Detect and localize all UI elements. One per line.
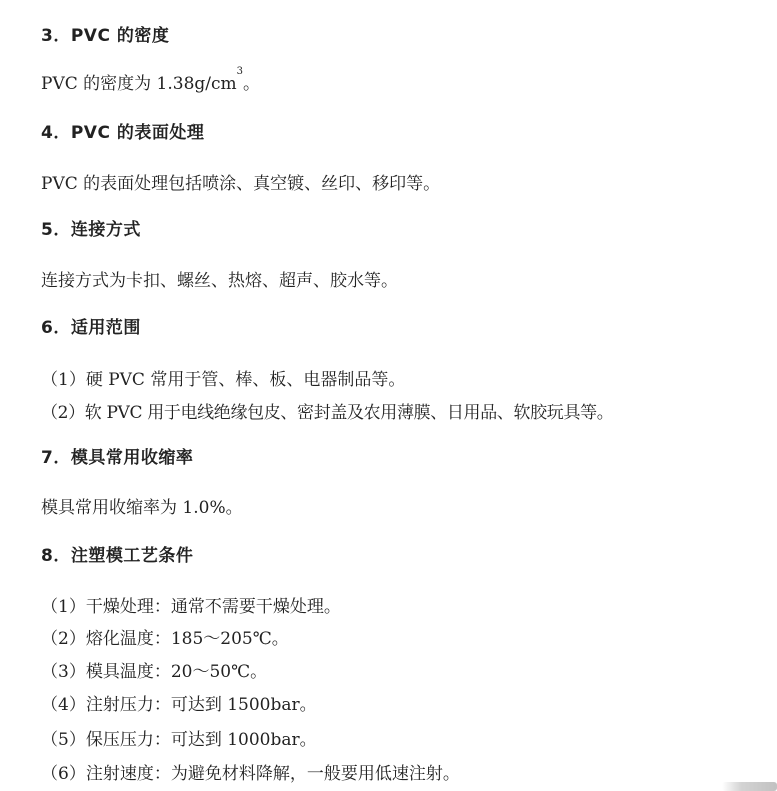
paragraph-hard-pvc: （1）硬 PVC 常用于管、棒、板、电器制品等。: [41, 370, 406, 390]
list-item-injection-pressure: （4）注射压力：可达到 1500bar。: [41, 695, 317, 715]
list-item-melt-temperature: （2）熔化温度：185～205℃。: [41, 629, 289, 649]
list-item-drying: （1）干燥处理：通常不需要干燥处理。: [41, 597, 341, 617]
paragraph-surface: PVC 的表面处理包括喷涂、真空镀、丝印、移印等。: [41, 174, 441, 194]
scan-smudge: [722, 782, 777, 791]
section-heading-shrinkage: 7．模具常用收缩率: [41, 448, 194, 468]
list-item-injection-speed: （6）注射速度：为避免材料降解，一般要用低速注射。: [41, 764, 460, 784]
section-heading-surface: 4．PVC 的表面处理: [41, 123, 205, 143]
paragraph-density: [41, 66, 261, 94]
section-heading-connection: 5．连接方式: [41, 220, 141, 240]
list-item-mold-temperature: （3）模具温度：20～50℃。: [41, 662, 268, 682]
density-exponent: 3: [236, 66, 244, 77]
list-item-holding-pressure: （5）保压压力：可达到 1000bar。: [41, 730, 317, 750]
density-text: PVC 的密度为 1.38g/cm: [41, 74, 237, 94]
paragraph-connection: 连接方式为卡扣、螺丝、热熔、超声、胶水等。: [41, 271, 398, 291]
section-heading-applications: 6．适用范围: [41, 318, 141, 338]
paragraph-shrinkage: 模具常用收缩率为 1.0%。: [41, 498, 243, 518]
paragraph-soft-pvc: （2）软 PVC 用于电线绝缘包皮、密封盖及农用薄膜、日用品、软胶玩具等。: [41, 403, 614, 423]
section-heading-density: 3．PVC 的密度: [41, 26, 170, 46]
section-heading-molding-conditions: 8．注塑模工艺条件: [41, 546, 194, 566]
density-period: 。: [243, 74, 261, 94]
